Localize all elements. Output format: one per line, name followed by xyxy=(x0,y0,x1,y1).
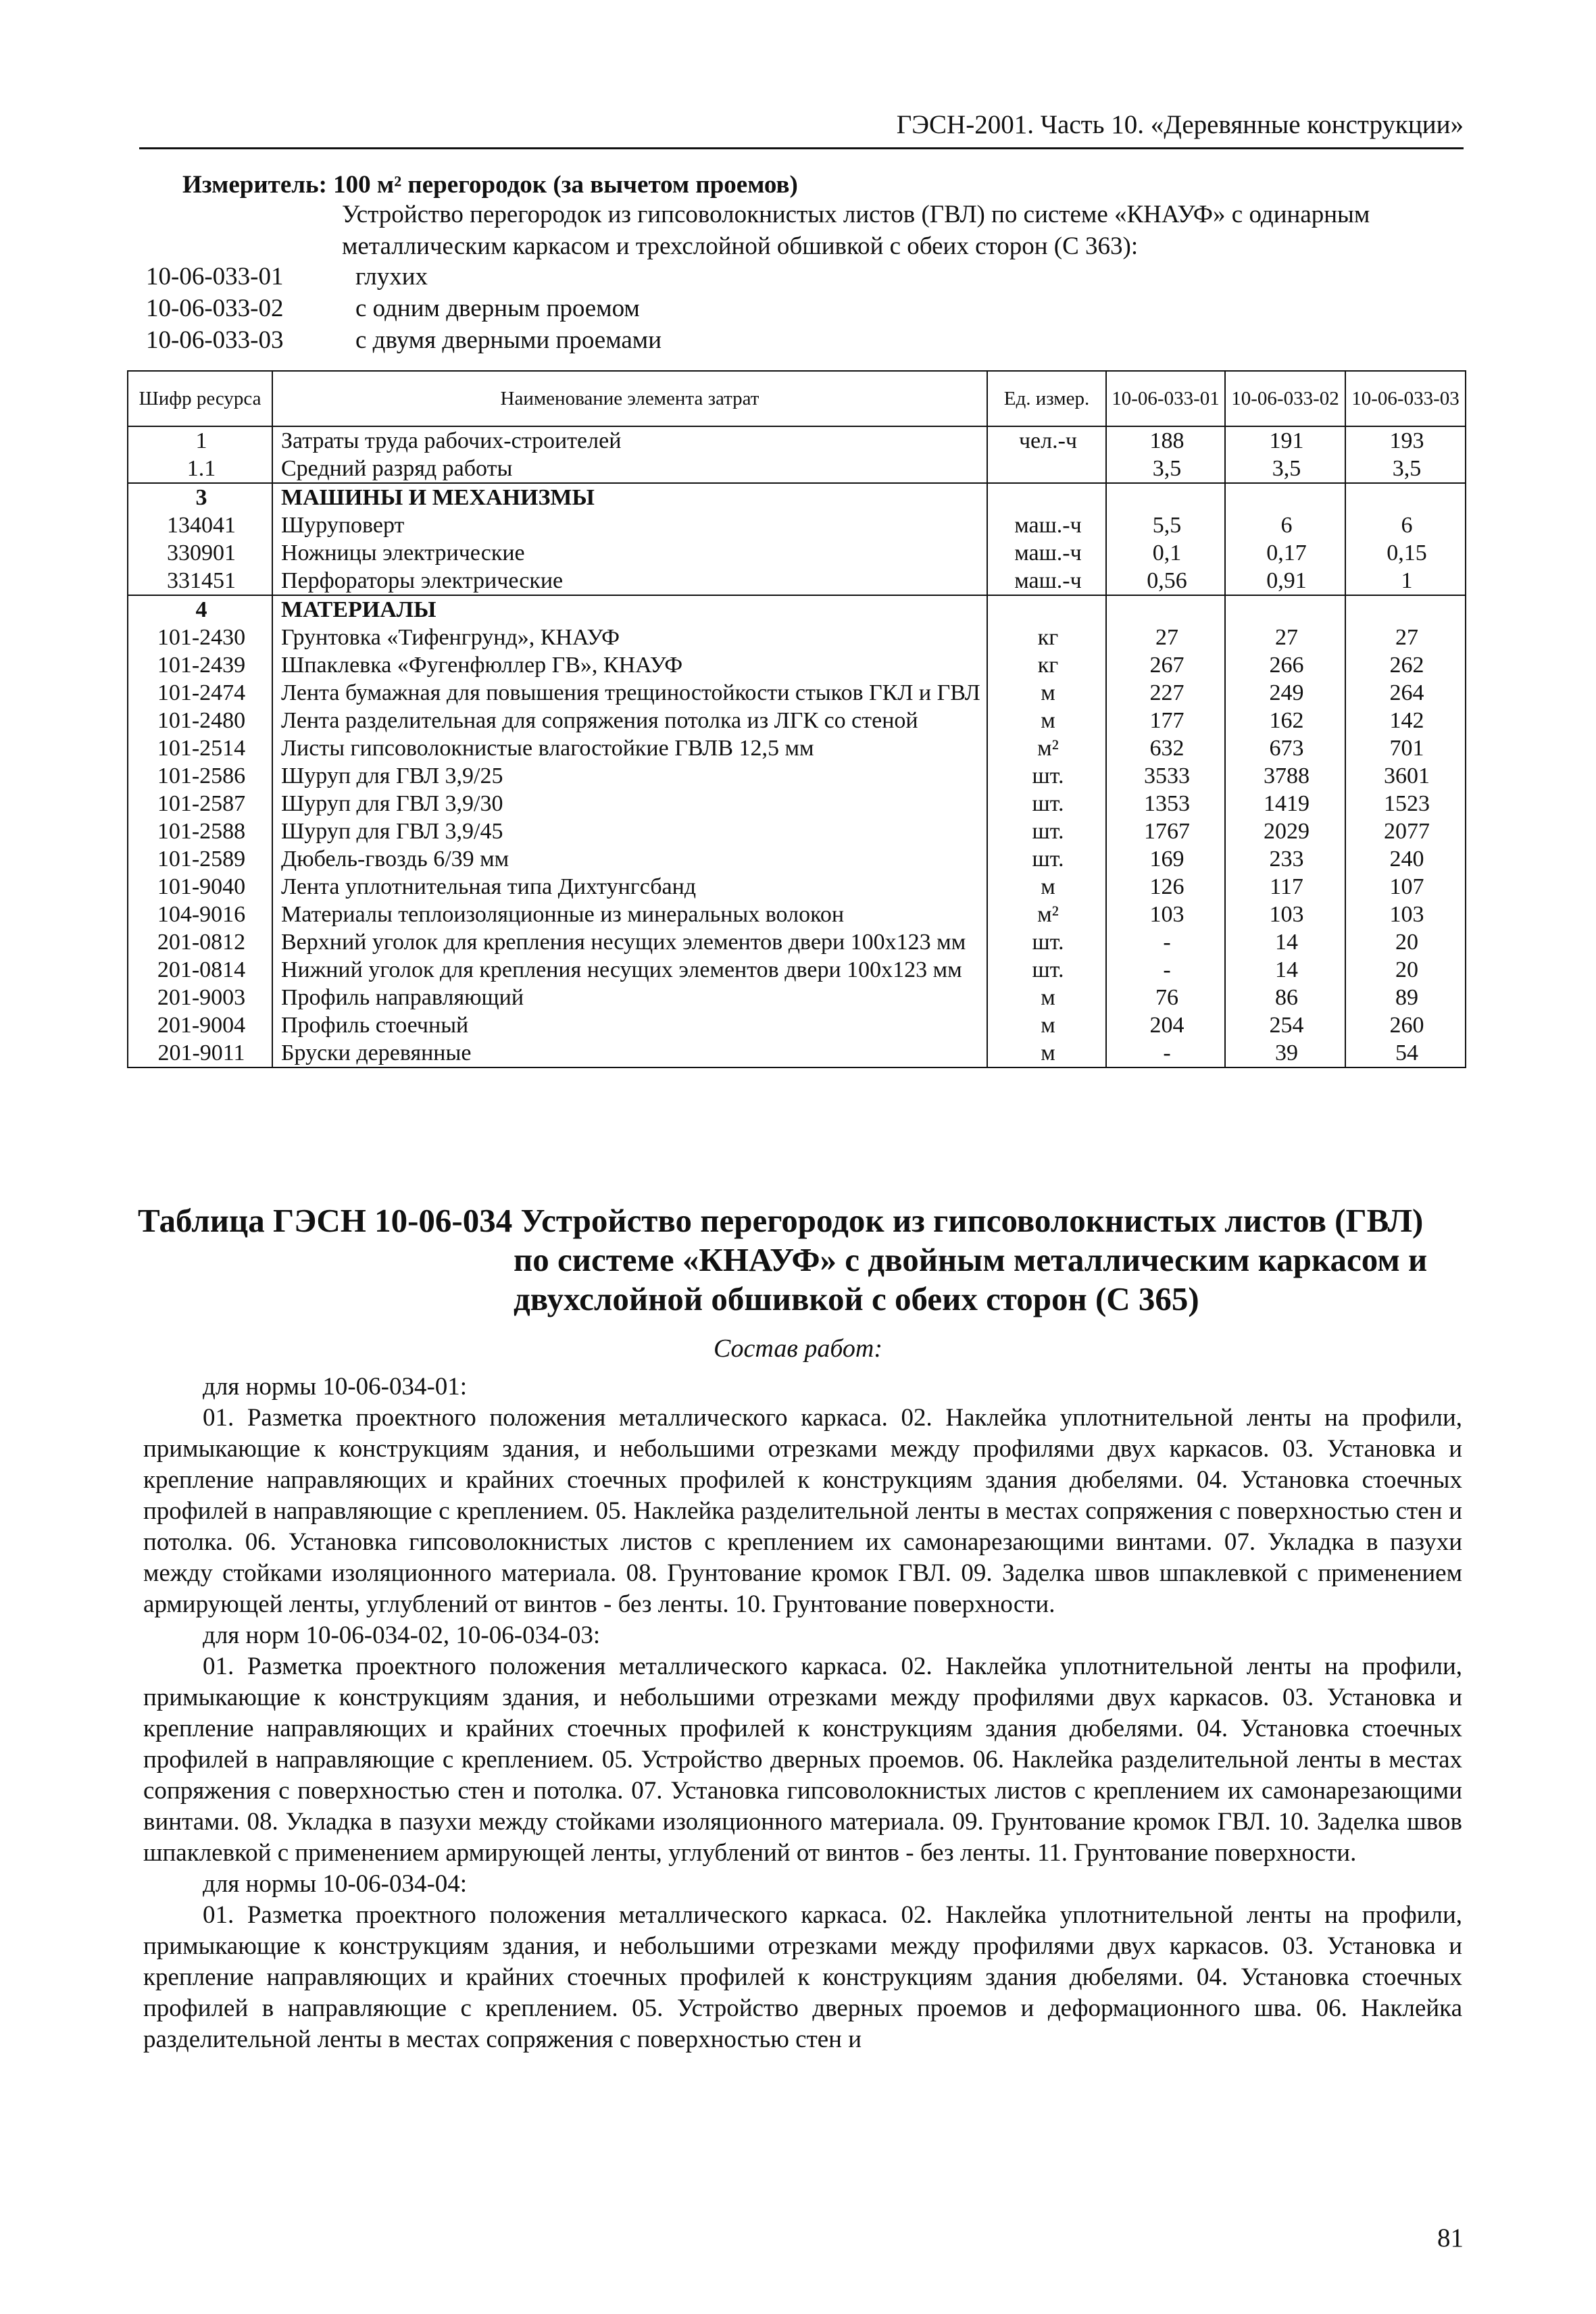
value-norm-1: 76 xyxy=(1106,984,1225,1011)
table-row xyxy=(128,679,1466,707)
value-norm-1: 103 xyxy=(1106,901,1225,928)
norm-code-desc: с одним дверным проемом xyxy=(355,295,640,322)
value-norm-1: - xyxy=(1106,928,1225,956)
table-row xyxy=(128,651,1466,679)
value-norm-2: 86 xyxy=(1225,984,1345,1011)
resource-code: 101-2586 xyxy=(128,762,272,790)
resource-unit: маш.-ч xyxy=(987,539,1106,567)
resource-name: Перфораторы электрические xyxy=(272,567,987,595)
resource-code: 101-2587 xyxy=(128,790,272,818)
value-norm-3: 2077 xyxy=(1345,818,1466,845)
header-code: Шифр ресурса xyxy=(128,371,272,426)
resource-unit: м² xyxy=(987,734,1106,762)
resource-unit: м xyxy=(987,1039,1106,1067)
value-norm-2: 39 xyxy=(1225,1039,1345,1067)
value-norm-3: 264 xyxy=(1345,679,1466,707)
resource-name: МАШИНЫ И МЕХАНИЗМЫ xyxy=(272,483,987,511)
resource-name: Шуруп для ГВЛ 3,9/25 xyxy=(272,762,987,790)
value-norm-1: 188 xyxy=(1106,426,1225,455)
resource-name: Профиль стоечный xyxy=(272,1011,987,1039)
resource-unit: м xyxy=(987,707,1106,734)
resource-unit xyxy=(987,455,1106,483)
resource-name: Грунтовка «Тифенгрунд», КНАУФ xyxy=(272,624,987,651)
value-norm-3: 240 xyxy=(1345,845,1466,873)
value-norm-3: 701 xyxy=(1345,734,1466,762)
table-title-line: Таблица ГЭСН 10-06-034 Устройство перегородок из гипсоволокнистых листов (ГВЛ) xyxy=(138,1202,1424,1239)
value-norm-1: 5,5 xyxy=(1106,511,1225,539)
resource-code: 101-9040 xyxy=(128,873,272,901)
value-norm-1: 3,5 xyxy=(1106,455,1225,483)
value-norm-1: - xyxy=(1106,1039,1225,1067)
value-norm-2: 117 xyxy=(1225,873,1345,901)
value-norm-1 xyxy=(1106,483,1225,511)
value-norm-2: 0,17 xyxy=(1225,539,1345,567)
value-norm-1: 1767 xyxy=(1106,818,1225,845)
resource-unit: шт. xyxy=(987,762,1106,790)
page-number: 81 xyxy=(1437,2223,1464,2253)
value-norm-3: 6 xyxy=(1345,511,1466,539)
value-norm-3: 0,15 xyxy=(1345,539,1466,567)
resource-unit: м² xyxy=(987,901,1106,928)
value-norm-2: 233 xyxy=(1225,845,1345,873)
resource-unit: м xyxy=(987,679,1106,707)
value-norm-2: 14 xyxy=(1225,928,1345,956)
running-head-text: ГЭСН-2001. Часть 10. «Деревянные конструкции» xyxy=(896,110,1464,139)
value-norm-1: 227 xyxy=(1106,679,1225,707)
header-unit: Ед. измер. xyxy=(987,371,1106,426)
header-norm-3: 10-06-033-03 xyxy=(1345,371,1466,426)
value-norm-2: 1419 xyxy=(1225,790,1345,818)
table-row xyxy=(128,595,1466,624)
composition-label: Состав работ: xyxy=(713,1334,883,1363)
value-norm-2: 3788 xyxy=(1225,762,1345,790)
table-row xyxy=(128,707,1466,734)
resource-code: 101-2514 xyxy=(128,734,272,762)
resource-name: Шуруповерт xyxy=(272,511,987,539)
resource-unit: м xyxy=(987,873,1106,901)
value-norm-3: 260 xyxy=(1345,1011,1466,1039)
value-norm-1: 204 xyxy=(1106,1011,1225,1039)
resource-code: 201-9003 xyxy=(128,984,272,1011)
resource-code: 101-2474 xyxy=(128,679,272,707)
norm-code-desc: глухих xyxy=(355,263,428,291)
value-norm-3: 262 xyxy=(1345,651,1466,679)
table-row xyxy=(128,818,1466,845)
table-row xyxy=(128,539,1466,567)
resource-unit: м xyxy=(987,1011,1106,1039)
table-row xyxy=(128,928,1466,956)
resource-unit: шт. xyxy=(987,928,1106,956)
value-norm-2: 191 xyxy=(1225,426,1345,455)
table-header-row xyxy=(128,371,1466,426)
value-norm-2: 0,91 xyxy=(1225,567,1345,595)
resource-code: 104-9016 xyxy=(128,901,272,928)
intro-text: Устройство перегородок из гипсоволокнистых листов (ГВЛ) по системе «КНАУФ» с одинарным металлическим каркасом и трехслойной обшивкой с обеих сторон (С 363): xyxy=(342,201,1370,260)
table-row xyxy=(128,734,1466,762)
resource-unit: шт. xyxy=(987,818,1106,845)
resource-code: 201-0814 xyxy=(128,956,272,984)
resource-unit xyxy=(987,483,1106,511)
table-row xyxy=(128,483,1466,511)
value-norm-1: 0,1 xyxy=(1106,539,1225,567)
table-row xyxy=(128,1039,1466,1067)
norm-code-desc: с двумя дверными проемами xyxy=(355,326,662,354)
resources-table xyxy=(127,370,1466,1068)
value-norm-1: 27 xyxy=(1106,624,1225,651)
value-norm-1: 126 xyxy=(1106,873,1225,901)
resource-name: Шпаклевка «Фугенфюллер ГВ», КНАУФ xyxy=(272,651,987,679)
work-composition xyxy=(143,1372,1462,2055)
table-row xyxy=(128,956,1466,984)
resource-name: Средний разряд работы xyxy=(272,455,987,483)
resource-code: 3 xyxy=(128,483,272,511)
table-row xyxy=(128,511,1466,539)
resource-unit: шт. xyxy=(987,956,1106,984)
table-row xyxy=(128,455,1466,483)
measurer-line: Измеритель: 100 м² перегородок (за вычетом проемов) xyxy=(182,171,798,199)
value-norm-1 xyxy=(1106,595,1225,624)
header-norm-1: 10-06-033-01 xyxy=(1106,371,1225,426)
resource-unit: чел.-ч xyxy=(987,426,1106,455)
resource-name: Бруски деревянные xyxy=(272,1039,987,1067)
value-norm-2 xyxy=(1225,483,1345,511)
table-row xyxy=(128,1011,1466,1039)
resource-unit xyxy=(987,595,1106,624)
value-norm-3: 193 xyxy=(1345,426,1466,455)
value-norm-2: 27 xyxy=(1225,624,1345,651)
resource-unit: кг xyxy=(987,624,1106,651)
resource-code: 201-9004 xyxy=(128,1011,272,1039)
value-norm-1: - xyxy=(1106,956,1225,984)
resource-name: МАТЕРИАЛЫ xyxy=(272,595,987,624)
header-norm-2: 10-06-033-02 xyxy=(1225,371,1345,426)
resource-name: Лента бумажная для повышения трещиностойкости стыков ГКЛ и ГВЛ xyxy=(272,679,987,707)
value-norm-1: 3533 xyxy=(1106,762,1225,790)
value-norm-3: 89 xyxy=(1345,984,1466,1011)
value-norm-2: 249 xyxy=(1225,679,1345,707)
resource-name: Шуруп для ГВЛ 3,9/30 xyxy=(272,790,987,818)
resource-name: Шуруп для ГВЛ 3,9/45 xyxy=(272,818,987,845)
section-text: 01. Разметка проектного положения металлического каркаса. 02. Наклейка уплотнительной ленты на профили, примыкающие к конструкциям здания, и небольшими отрезками между профилями двух каркасов. 03. Установка и крепление направляющих и крайних стоечных профилей к конструкциям здания дюбелями. 04. Установка стоечных профилей в направляющие с креплением. 05. Устройство дверных проемов и деформационного шва. 06. Наклейка разделительной ленты в местах сопряжения с поверхностью стен и xyxy=(143,1901,1462,2053)
value-norm-3: 27 xyxy=(1345,624,1466,651)
section-text: 01. Разметка проектного положения металлического каркаса. 02. Наклейка уплотнительной ленты на профили, примыкающие к конструкциям здания, и небольшими отрезками между профилями двух каркасов. 03. Установка и крепление направляющих и крайних стоечных профилей к конструкциям здания дюбелями. 04. Установка стоечных профилей в направляющие с креплением. 05. Наклейка разделительной ленты в местах сопряжения с поверхностью стен и потолка. 06. Установка гипсоволокнистых листов с креплением их самонарезающими винтами. 07. Укладка в пазухи между стойками изоляционного материала. 08. Грунтование кромок ГВЛ. 09. Заделка швов шпаклевкой с применением армирующей ленты, углублений от винтов - без ленты. 10. Грунтование поверхности. xyxy=(143,1404,1462,1618)
norm-code: 10-06-033-03 xyxy=(146,326,284,354)
resource-name: Нижний уголок для крепления несущих элементов двери 100x123 мм xyxy=(272,956,987,984)
header-name: Наименование элемента затрат xyxy=(272,371,987,426)
value-norm-1: 177 xyxy=(1106,707,1225,734)
value-norm-3: 1523 xyxy=(1345,790,1466,818)
value-norm-1: 1353 xyxy=(1106,790,1225,818)
value-norm-3: 20 xyxy=(1345,956,1466,984)
value-norm-1: 632 xyxy=(1106,734,1225,762)
norm-code: 10-06-033-02 xyxy=(146,295,284,322)
resource-code: 101-2589 xyxy=(128,845,272,873)
value-norm-3 xyxy=(1345,595,1466,624)
value-norm-1: 267 xyxy=(1106,651,1225,679)
value-norm-3: 3601 xyxy=(1345,762,1466,790)
table-row xyxy=(128,762,1466,790)
table-row xyxy=(128,901,1466,928)
resource-code: 134041 xyxy=(128,511,272,539)
section-label: для нормы 10-06-034-01: xyxy=(203,1373,468,1401)
table-row xyxy=(128,567,1466,595)
resource-code: 331451 xyxy=(128,567,272,595)
resource-code: 101-2439 xyxy=(128,651,272,679)
table-row xyxy=(128,984,1466,1011)
table-title-line: двухслойной обшивкой с обеих сторон (С 365) xyxy=(514,1280,1199,1317)
table-row xyxy=(128,624,1466,651)
value-norm-3: 1 xyxy=(1345,567,1466,595)
value-norm-3: 20 xyxy=(1345,928,1466,956)
value-norm-2: 3,5 xyxy=(1225,455,1345,483)
resource-name: Лента уплотнительная типа Дихтунгсбанд xyxy=(272,873,987,901)
value-norm-2: 162 xyxy=(1225,707,1345,734)
resource-code: 101-2588 xyxy=(128,818,272,845)
resource-name: Листы гипсоволокнистые влагостойкие ГВЛВ 12,5 мм xyxy=(272,734,987,762)
resource-unit: шт. xyxy=(987,845,1106,873)
value-norm-3: 54 xyxy=(1345,1039,1466,1067)
resource-name: Ножницы электрические xyxy=(272,539,987,567)
value-norm-2: 103 xyxy=(1225,901,1345,928)
resource-code: 201-0812 xyxy=(128,928,272,956)
table-row xyxy=(128,426,1466,455)
resource-name: Дюбель-гвоздь 6/39 мм xyxy=(272,845,987,873)
resource-name: Затраты труда рабочих-строителей xyxy=(272,426,987,455)
table-title-line: по системе «КНАУФ» с двойным металлическим каркасом и xyxy=(514,1241,1428,1278)
table-row xyxy=(128,790,1466,818)
resource-name: Верхний уголок для крепления несущих элементов двери 100x123 мм xyxy=(272,928,987,956)
section-label: для норм 10-06-034-02, 10-06-034-03: xyxy=(203,1621,601,1649)
value-norm-3: 142 xyxy=(1345,707,1466,734)
table-title xyxy=(138,1201,1462,1319)
value-norm-2: 14 xyxy=(1225,956,1345,984)
value-norm-2: 673 xyxy=(1225,734,1345,762)
resource-unit: маш.-ч xyxy=(987,511,1106,539)
resource-code: 101-2430 xyxy=(128,624,272,651)
resource-unit: м xyxy=(987,984,1106,1011)
value-norm-3: 107 xyxy=(1345,873,1466,901)
value-norm-3: 3,5 xyxy=(1345,455,1466,483)
table-row xyxy=(128,873,1466,901)
value-norm-2: 266 xyxy=(1225,651,1345,679)
resource-code: 4 xyxy=(128,595,272,624)
resource-code: 201-9011 xyxy=(128,1039,272,1067)
resource-code: 1 xyxy=(128,426,272,455)
value-norm-3 xyxy=(1345,483,1466,511)
resource-name: Профиль направляющий xyxy=(272,984,987,1011)
value-norm-1: 169 xyxy=(1106,845,1225,873)
value-norm-2: 254 xyxy=(1225,1011,1345,1039)
resource-code: 330901 xyxy=(128,539,272,567)
section-text: 01. Разметка проектного положения металлического каркаса. 02. Наклейка уплотнительной ленты на профили, примыкающие к конструкциям здания, и небольшими отрезками между профилями двух каркасов. 03. Установка и крепление направляющих и крайних стоечных профилей к конструкциям здания дюбелями. 04. Установка стоечных профилей в направляющие с креплением. 05. Устройство дверных проемов. 06. Наклейка разделительной ленты в местах сопряжения с поверхностью стен и потолка. 07. Установка гипсоволокнистых листов с креплением их самонарезающими винтами. 08. Укладка в пазухи между стойками изоляционного материала. 09. Грунтование кромок ГВЛ. 10. Заделка швов шпаклевкой с применением армирующей ленты, углублений от винтов - без ленты. 11. Грунтование поверхности. xyxy=(143,1653,1462,1867)
resource-unit: шт. xyxy=(987,790,1106,818)
resource-name: Материалы теплоизоляционные из минеральных волокон xyxy=(272,901,987,928)
resource-unit: кг xyxy=(987,651,1106,679)
value-norm-2: 6 xyxy=(1225,511,1345,539)
resource-name: Лента разделительная для сопряжения потолка из ЛГК со стеной xyxy=(272,707,987,734)
norm-code: 10-06-033-01 xyxy=(146,263,284,291)
resource-code: 101-2480 xyxy=(128,707,272,734)
resource-code: 1.1 xyxy=(128,455,272,483)
value-norm-1: 0,56 xyxy=(1106,567,1225,595)
table-body xyxy=(128,426,1466,1067)
running-head xyxy=(139,107,1464,149)
value-norm-2 xyxy=(1225,595,1345,624)
value-norm-3: 103 xyxy=(1345,901,1466,928)
resource-unit: маш.-ч xyxy=(987,567,1106,595)
section-label: для нормы 10-06-034-04: xyxy=(203,1870,468,1898)
value-norm-2: 2029 xyxy=(1225,818,1345,845)
table-row xyxy=(128,845,1466,873)
